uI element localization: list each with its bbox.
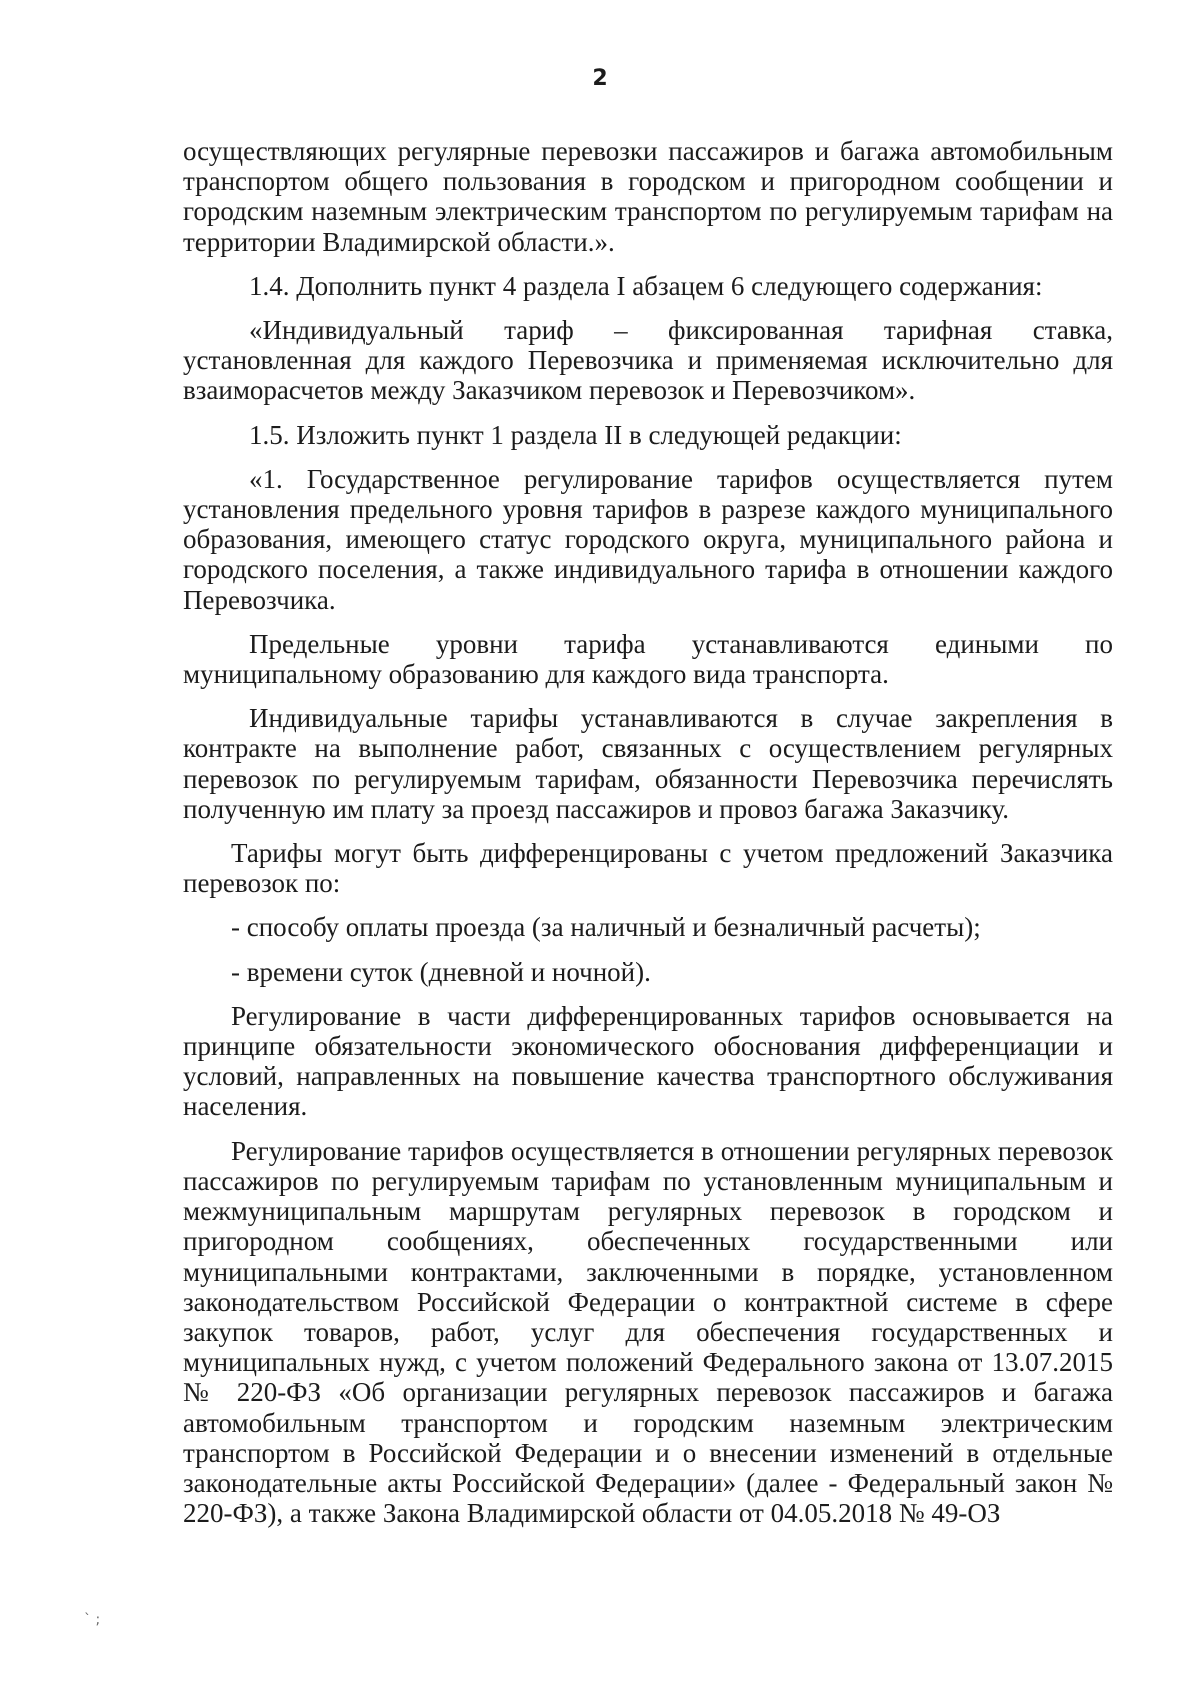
list-item-payment-method: - способу оплаты проезда (за наличный и безналичный расчеты);	[231, 912, 981, 943]
list-item-time-of-day: - времени суток (дневной и ночной).	[231, 956, 651, 987]
paragraph-state-regulation: «1. Государственное регулирование тарифов осуществляется путем установления предельного уровня тарифов в разрезе каждого муниципального образования, имеющего статус городского округа, муниципального района и городского поселения, а также индивидуального тарифа в отношении каждого Перевозчика.	[183, 463, 1113, 615]
document-body	[183, 136, 1113, 1542]
paragraph-item-1-5: 1.5. Изложить пункт 1 раздела II в следующей редакции:	[249, 419, 902, 450]
paragraph-item-1-4: 1.4. Дополнить пункт 4 раздела I абзацем 6 следующего содержания:	[249, 270, 1043, 301]
paragraph-individual-tariff-definition: «Индивидуальный тариф – фиксированная тарифная ставка, установленная для каждого Перевозчика и применяемая исключительно для взаиморасчетов между Заказчиком перевозок и Перевозчиком».	[183, 315, 1113, 406]
page-number: 2	[592, 66, 608, 91]
scan-specks: ` ;	[84, 1612, 101, 1628]
paragraph-regulation-scope: Регулирование тарифов осуществляется в отношении регулярных перевозок пассажиров по регулируемым тарифам по установленным муниципальным и межмуниципальным маршрутам регулярных перевозок в городском и пригородном сообщениях, обеспеченных государственными или муниципальными контрактами, заключенными в порядке, установленном законодательством Российской Федерации о контрактной системе в сфере закупок товаров, работ, услуг для обеспечения государственных и муниципальных нужд, с учетом положений Федерального закона от 13.07.2015 № 220-ФЗ «Об организации регулярных перевозок пассажиров и багажа автомобильным транспортом и городским наземным электрическим транспортом в Российской Федерации и о внесении изменений в отдельные законодательные акты Российской Федерации» (далее - Федеральный закон № 220-ФЗ), а также Закона Владимирской области от 04.05.2018 № 49-ОЗ	[183, 1135, 1113, 1529]
paragraph-differentiation: Тарифы могут быть дифференцированы с учетом предложений Заказчика перевозок по:	[183, 838, 1113, 899]
paragraph-differentiated-regulation: Регулирование в части дифференцированных тарифов основывается на принципе обязательности экономического обоснования дифференциации и условий, направленных на повышение качества транспортного обслуживания населения.	[183, 1000, 1113, 1122]
paragraph-limit-levels: Предельные уровни тарифа устанавливаются едиными по муниципальному образованию для каждого вида транспорта.	[183, 628, 1113, 690]
paragraph-continuation: осуществляющих регулярные перевозки пассажиров и багажа автомобильным транспортом общего пользования в городском и пригородном сообщении и городским наземным электрическим транспортом по регулируемым тарифам на территории Владимирской области.».	[183, 136, 1113, 257]
paragraph-individual-tariffs: Индивидуальные тарифы устанавливаются в случае закрепления в контракте на выполнение работ, связанных с осуществлением регулярных перевозок по регулируемым тарифам, обязанности Перевозчика перечислять полученную им плату за проезд пассажиров и провоз багажа Заказчику.	[183, 703, 1113, 824]
